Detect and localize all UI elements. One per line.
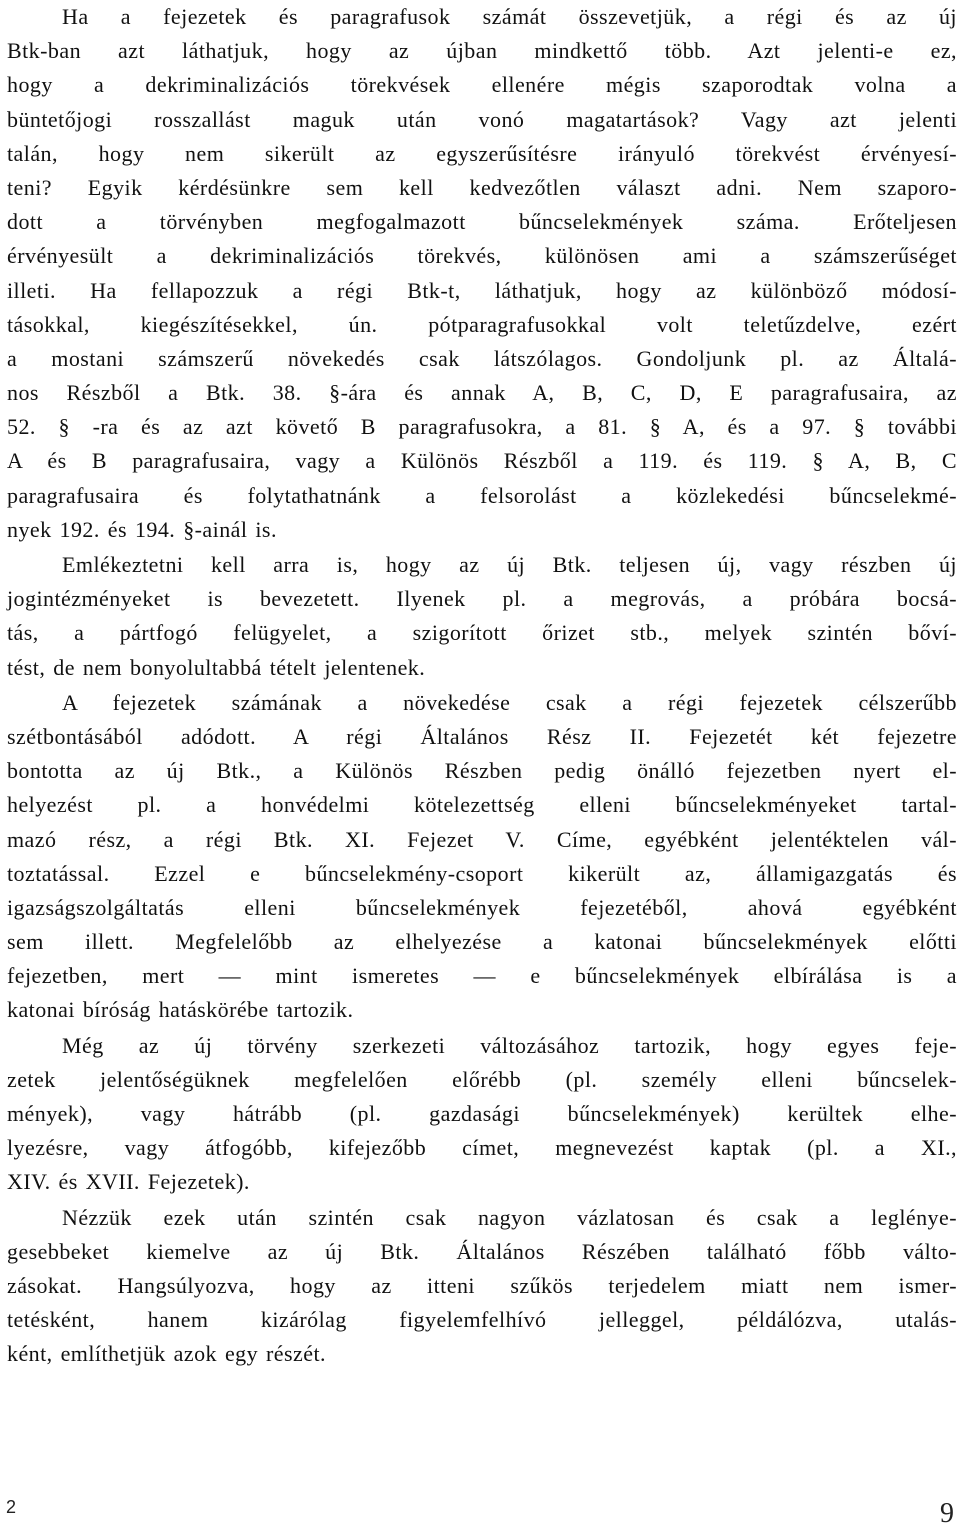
- body-text: [7, 0, 957, 1372]
- footer-page-number-right: 9: [940, 1498, 954, 1529]
- text-line: talán, hogy nem sikerült az egyszerűsítésre irányuló törekvést érvényesí-: [7, 140, 957, 166]
- text-line: Btk-ban azt láthatjuk, hogy az újban mindkettő több. Azt jelenti-e ez,: [7, 38, 957, 64]
- text-line: Nézzük ezek után szintén csak nagyon vázlatosan és csak a leglénye-: [62, 1204, 957, 1230]
- text-line: teni? Egyik kérdésünkre sem kell kedvezőtlen választ adni. Nem szaporo-: [7, 174, 957, 200]
- text-line: helyezést pl. a honvédelmi kötelezettség elleni bűncselekményeket tartal-: [7, 792, 957, 818]
- paragraph: [7, 1029, 957, 1200]
- paragraph: [7, 0, 957, 547]
- text-line: büntetőjogi rosszallást maguk után vonó magatartások? Vagy azt jelenti: [7, 106, 957, 132]
- text-line: lyezésre, vagy átfogóbb, kifejezőbb címet, megnevezést kaptak (pl. a XI.,: [7, 1135, 957, 1161]
- text-line: Még az új törvény szerkezeti változásához tartozik, hogy egyes feje-: [62, 1032, 957, 1058]
- paragraph: [7, 1201, 957, 1372]
- text-line: nyek 192. és 194. §-ainál is.: [7, 516, 277, 542]
- text-line: nos Részből a Btk. 38. §-ára és annak A, B, C, D, E paragrafusaira, az: [7, 380, 957, 406]
- text-line: gesebbeket kiemelve az új Btk. Általános Részében található főbb válto-: [7, 1238, 957, 1264]
- text-line: zásokat. Hangsúlyozva, hogy az itteni szűkös terjedelem miatt nem ismer-: [7, 1272, 957, 1298]
- text-line: mazó rész, a régi Btk. XI. Fejezet V. Címe, egyébként jelentéktelen vál-: [7, 826, 957, 852]
- text-line: igazságszolgáltatás elleni bűncselekmények fejezetéből, ahová egyébként: [7, 894, 957, 920]
- text-line: jogintézményeket is bevezetett. Ilyenek pl. a megrovás, a próbára bocsá-: [7, 586, 957, 612]
- text-line: tetésként, hanem kizárólag figyelemfelhívó jelleggel, példálózva, utalás-: [7, 1307, 957, 1333]
- text-line: A fejezetek számának a növekedése csak a régi fejezetek célszerűbb: [62, 689, 957, 715]
- text-line: toztatással. Ezzel e bűncselekmény-csoport kikerült az, államigazgatás és: [7, 860, 957, 886]
- paragraph: [7, 686, 957, 1028]
- text-line: érvényesült a dekriminalizációs törekvés, különösen ami a számszerűséget: [7, 243, 957, 269]
- text-line: zetek jelentőségüknek megfelelően előrébb (pl. személy elleni bűncselek-: [7, 1066, 957, 1092]
- text-line: tásokkal, kiegészítésekkel, ún. pótparagrafusokkal volt teletűzdelve, ezért: [7, 311, 957, 337]
- paragraph: [7, 548, 957, 685]
- text-line: bontotta az új Btk., a Különös Részben pedig önálló fejezetben nyert el-: [7, 758, 957, 784]
- text-line: 52. § -ra és az azt követő B paragrafusokra, a 81. § A, és a 97. § további: [7, 414, 957, 440]
- text-line: tás, a pártfogó felügyelet, a szigorított őrizet stb., melyek szintén bőví-: [7, 620, 957, 646]
- text-line: a mostani számszerű növekedés csak látszólagos. Gondoljunk pl. az Általá-: [7, 345, 957, 371]
- text-line: hogy a dekriminalizációs törekvések ellenére mégis szaporodtak volna a: [7, 72, 957, 98]
- text-line: dott a törvényben megfogalmazott bűncselekmények száma. Erőteljesen: [7, 209, 957, 235]
- text-line: Ha a fejezetek és paragrafusok számát összevetjük, a régi és az új: [62, 4, 957, 29]
- text-line: fejezetben, mert — mint ismeretes — e bűncselekmények elbírálása is a: [7, 963, 957, 989]
- text-line: tést, de nem bonyolultabbá tételt jelentenek.: [7, 654, 426, 680]
- text-line: ként, említhetjük azok egy részét.: [7, 1341, 326, 1367]
- text-line: Emlékeztetni kell arra is, hogy az új Btk. teljesen új, vagy részben új: [62, 552, 957, 577]
- text-line: mények), vagy hátrább (pl. gazdasági bűncselekmények) kerültek elhe-: [7, 1101, 957, 1126]
- text-line: paragrafusaira és folytathatnánk a felsorolást a közlekedési bűncselekmé-: [7, 482, 957, 508]
- text-line: szétbontásából adódott. A régi Általános Rész II. Fejezetét két fejezetre: [7, 723, 957, 749]
- text-line: katonai bíróság hatáskörébe tartozik.: [7, 997, 354, 1023]
- text-line: XIV. és XVII. Fejezetek).: [7, 1169, 250, 1195]
- text-line: sem illett. Megfelelőbb az elhelyezése a katonai bűncselekmények előtti: [7, 929, 957, 955]
- footer-page-number-left: 2: [6, 1497, 17, 1517]
- text-line: A és B paragrafusaira, vagy a Különös Részből a 119. és 119. § A, B, C: [7, 448, 957, 474]
- text-line: illeti. Ha fellapozzuk a régi Btk-t, láthatjuk, hogy az különböző módosí-: [7, 277, 957, 303]
